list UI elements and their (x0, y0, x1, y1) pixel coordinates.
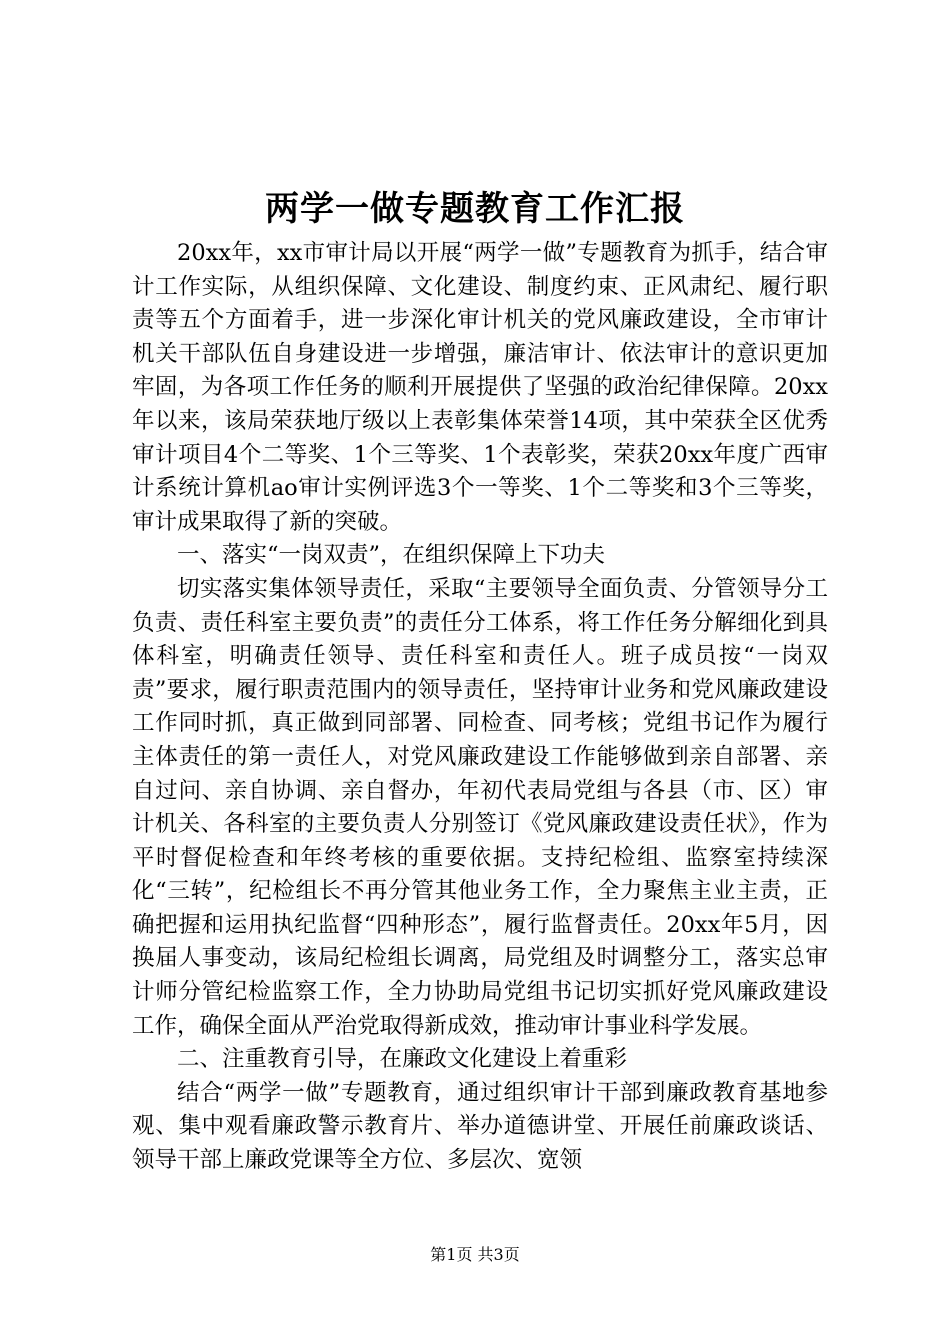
paragraph-intro: 20xx年，xx市审计局以开展“两学一做”专题教育为抓手，结合审计工作实际，从组织保障、文化建设、制度约束、正风肃纪、履行职责等五个方面着手，进一步深化审计机关的党风廉政建设，全市审计机关干部队伍自身建设进一步增强，廉洁审计、依法审计的意识更加牢固，为各项工作任务的顺利开展提供了坚强的政治纪律保障。20xx年以来，该局荣获地厅级以上表彰集体荣誉14项，其中荣获全区优秀审计项目4个二等奖、1个三等奖、1个表彰奖，荣获20xx年度广西审计系统计算机ao审计实例评选3个一等奖、1个二等奖和3个三等奖，审计成果取得了新的突破。 (132, 240, 828, 535)
paragraph-section-2: 结合“两学一做”专题教育，通过组织审计干部到廉政教育基地参观、集中观看廉政警示教育片、举办道德讲堂、开展任前廉政谈话、领导干部上廉政党课等全方位、多层次、宽领 (132, 1079, 828, 1174)
section-heading-2: 二、注重教育引导，在廉政文化建设上着重彩 (177, 1046, 628, 1073)
document-title: 两学一做专题教育工作汇报 (265, 189, 685, 229)
paragraph-section-1: 切实落实集体领导责任，采取“主要领导全面负责、分管领导分工负责、责任科室主要负责”的责任分工体系，将工作任务分解细化到具体科室，明确责任领导、责任科室和责任人。班子成员按“一岗双责”要求，履行职责范围内的领导责任，坚持审计业务和党风廉政建设工作同时抓，真正做到同部署、同检查、同考核；党组书记作为履行主体责任的第一责任人，对党风廉政建设工作能够做到亲自部署、亲自过问、亲自协调、亲自督办，年初代表局党组与各县（市、区）审计机关、各科室的主要负责人分别签订《党风廉政建设责任状》，作为平时督促检查和年终考核的重要依据。支持纪检组、监察室持续深化“三转”，纪检组长不再分管其他业务工作，全力聚焦主业主责，正确把握和运用执纪监督“四种形态”，履行监督责任。20xx年5月，因换届人事变动，该局纪检组长调离，局党组及时调整分工，落实总审计师分管纪检监察工作，全力协助局党组书记切实抓好党风廉政建设工作，确保全面从严治党取得新成效，推动审计事业科学发展。 (132, 575, 828, 1039)
section-heading-1: 一、落实“一岗双责”，在组织保障上下功夫 (177, 542, 606, 569)
document-body (132, 237, 828, 1178)
page-number-footer: 第1页 共3页 (430, 1245, 520, 1264)
